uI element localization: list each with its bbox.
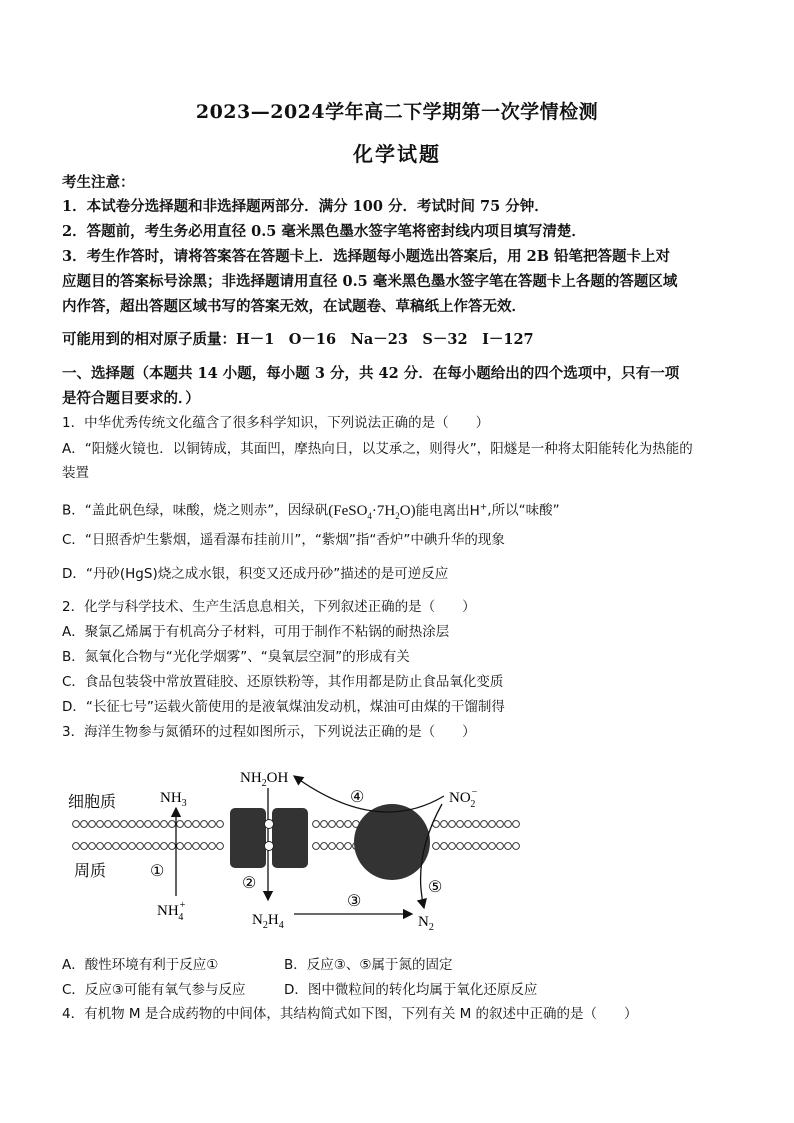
- membrane-bead: [465, 843, 472, 850]
- q3-stem: 3．海洋生物参与氮循环的过程如图所示，下列说法正确的是（ ）: [62, 724, 476, 740]
- membrane-bead: [457, 821, 464, 828]
- q3-option-c: C．反应③可能有氧气参与反应: [62, 982, 246, 998]
- section-1-heading-line-1: 一、选择题（本题共 14 小题，每小题 3 分，共 42 分．在每小题给出的四个选项中，只有一项: [62, 365, 680, 382]
- transport-protein-left: [230, 808, 266, 868]
- membrane-bead: [161, 843, 168, 850]
- q1-stem: 1．中华优秀传统文化蕴含了很多科学知识，下列说法正确的是（ ）: [62, 415, 490, 431]
- label-periplasm: 周质: [74, 863, 107, 880]
- membrane-bead: [129, 843, 136, 850]
- q1-option-b-formula: $(FeSO_4\cdot 7H_2O)$: [328, 502, 416, 521]
- step-5-label: ⑤: [428, 879, 443, 896]
- q2-option-c: C．食品包装袋中常放置硅胶、还原铁粉等，其作用都是防止食品氧化变质: [62, 674, 504, 690]
- step-4-label: ④: [350, 789, 365, 806]
- membrane-bead: [185, 843, 192, 850]
- membrane-bead: [313, 843, 320, 850]
- membrane-bead: [145, 843, 152, 850]
- q1-option-b-ion: 能电离出H+: [415, 502, 488, 519]
- species-nh4: NH+ 4: [157, 900, 186, 923]
- notice-heading: 考生注意：: [62, 174, 135, 191]
- membrane-bead: [105, 843, 112, 850]
- membrane-bead: [129, 821, 136, 828]
- membrane-bead: [177, 821, 184, 828]
- membrane-bead: [169, 843, 176, 850]
- membrane-bead: [185, 821, 192, 828]
- membrane-bead: [481, 821, 488, 828]
- q2-stem: 2．化学与科学技术、生产生活息息相关，下列叙述正确的是（ ）: [62, 599, 476, 615]
- q1-option-b-tail: ,所以“味酸”: [487, 502, 560, 519]
- q3-option-a: A．酸性环境有利于反应①: [62, 957, 219, 973]
- membrane-bead: [433, 843, 440, 850]
- nitrogen-cycle-diagram: [62, 758, 532, 940]
- membrane-bead: [89, 821, 96, 828]
- atomic-mass-line: 可能用到的相对原子质量：H－1 O－16 Na－23 S－32 I－127: [62, 331, 534, 348]
- q1-option-b-text: B．“盖此矾色绿，味酸，烧之则赤”，因绿矾: [62, 502, 329, 519]
- membrane-bead: [497, 843, 504, 850]
- membrane-bead: [217, 843, 224, 850]
- species-n2: $N_2$: [418, 914, 434, 933]
- membrane-bead: [209, 843, 216, 850]
- membrane-bead: [457, 843, 464, 850]
- q2-option-b: B．氮氧化合物与“光化学烟雾”、“臭氧层空洞”的形成有关: [62, 649, 410, 665]
- label-cytoplasm: 细胞质: [68, 794, 117, 811]
- membrane-bead: [97, 843, 104, 850]
- membrane-bead: [105, 821, 112, 828]
- membrane-bead: [449, 821, 456, 828]
- membrane-bead: [449, 843, 456, 850]
- membrane-bead: [489, 821, 496, 828]
- membrane-bead: [465, 821, 472, 828]
- membrane-bead: [121, 821, 128, 828]
- channel-pore: [265, 842, 274, 851]
- membrane-bead: [505, 821, 512, 828]
- membrane-bead: [497, 821, 504, 828]
- membrane-bead: [329, 821, 336, 828]
- membrane-bead: [137, 821, 144, 828]
- species-n2h4: $N_2H_4$: [252, 912, 284, 931]
- membrane-bead: [345, 821, 352, 828]
- q1-option-b: [62, 497, 742, 526]
- membrane-bead: [145, 821, 152, 828]
- membrane-bead: [153, 821, 160, 828]
- membrane-bead: [169, 821, 176, 828]
- exam-title: 2023—2024学年高二下学期第一次学情检测: [195, 101, 599, 123]
- transport-protein-right: [272, 808, 308, 868]
- membrane-bead: [329, 843, 336, 850]
- species-no2: NO− 2: [449, 787, 478, 810]
- q4-stem: 4．有机物 M 是合成药物的中间体，其结构简式如下图，下列有关 M 的叙述中正确的是（ ）: [62, 1006, 638, 1022]
- membrane-bead: [321, 843, 328, 850]
- membrane-bead: [73, 821, 80, 828]
- q1-option-a-line-2: 装置: [62, 465, 89, 481]
- membrane-bead: [513, 821, 520, 828]
- exam-subtitle: 化学试题: [353, 142, 441, 166]
- membrane-bead: [137, 843, 144, 850]
- membrane-bead: [81, 843, 88, 850]
- membrane-bead: [97, 821, 104, 828]
- membrane-bead: [81, 821, 88, 828]
- membrane-bead: [313, 821, 320, 828]
- membrane-bead: [73, 843, 80, 850]
- membrane-bead: [441, 843, 448, 850]
- notice-item-2: 2．答题前，考生务必用直径 0.5 毫米黑色墨水签字笔将密封线内项目填写清楚．: [62, 223, 586, 240]
- membrane-bead: [473, 843, 480, 850]
- q3-option-b: B．反应③、⑤属于氮的固定: [284, 957, 453, 973]
- q1-option-a-line-1: A．“阳燧火镜也．以铜铸成，其面凹，摩热向日，以艾承之，则得火”，阳燧是一种将太阳能转化为热能的: [62, 441, 693, 457]
- membrane-bead: [113, 843, 120, 850]
- channel-pore: [265, 820, 274, 829]
- membrane-bead: [153, 843, 160, 850]
- step-3-label: ③: [347, 893, 362, 910]
- membrane-bead: [161, 821, 168, 828]
- q2-option-d: D．“长征七号”运载火箭使用的是液氧煤油发动机，煤油可由煤的干馏制得: [62, 699, 505, 715]
- notice-item-3-line-1: 3．考生作答时，请将答案答在答题卡上．选择题每小题选出答案后，用 2B 铅笔把答题卡上对: [62, 248, 671, 265]
- membrane-bead: [201, 821, 208, 828]
- membrane-bead: [177, 843, 184, 850]
- notice-item-3-line-2: 应题目的答案标号涂黑；非选择题请用直径 0.5 毫米黑色墨水签字笔在答题卡上各题的答题区域: [62, 273, 678, 290]
- section-1-heading-line-2: 是符合题目要求的．）: [62, 390, 200, 407]
- membrane-bead: [337, 821, 344, 828]
- membrane-bead: [121, 843, 128, 850]
- step-1-label: ①: [150, 863, 165, 880]
- q2-option-a: A．聚氯乙烯属于有机高分子材料，可用于制作不粘锅的耐热涂层: [62, 624, 450, 640]
- enzyme-sphere: [354, 804, 430, 880]
- membrane-bead: [193, 843, 200, 850]
- membrane-bead: [441, 821, 448, 828]
- membrane-bead: [489, 843, 496, 850]
- membrane-bead: [481, 843, 488, 850]
- membrane-bead: [321, 821, 328, 828]
- q3-options-row-1: [62, 955, 742, 975]
- membrane-bead: [345, 843, 352, 850]
- membrane-bead: [337, 843, 344, 850]
- q1-option-d: D．“丹砂(HgS)烧之成水银，积变又还成丹砂”描述的是可逆反应: [62, 566, 449, 582]
- membrane-bead: [473, 821, 480, 828]
- notice-item-3-line-3: 内作答，超出答题区域书写的答案无效，在试题卷、草稿纸上作答无效．: [62, 298, 526, 315]
- q3-options-row-2: [62, 980, 742, 1000]
- membrane-bead: [505, 843, 512, 850]
- membrane-bead: [209, 821, 216, 828]
- q1-option-c: C．“日照香炉生紫烟，遥看瀑布挂前川”，“紫烟”指“香炉”中碘升华的现象: [62, 532, 505, 548]
- q3-option-d: D．图中微粒间的转化均属于氧化还原反应: [284, 982, 538, 998]
- arrow-step-4: [294, 776, 444, 812]
- species-nh2oh: $NH_2OH$: [240, 770, 289, 789]
- species-nh3: $NH_3$: [160, 790, 187, 809]
- membrane-bead: [513, 843, 520, 850]
- notice-item-1: 1．本试卷分选择题和非选择题两部分．满分 100 分．考试时间 75 分钟．: [62, 198, 549, 215]
- membrane-bead: [201, 843, 208, 850]
- step-2-label: ②: [242, 875, 257, 892]
- membrane-bead: [193, 821, 200, 828]
- membrane-bead: [113, 821, 120, 828]
- membrane-bead: [89, 843, 96, 850]
- membrane-bead: [217, 821, 224, 828]
